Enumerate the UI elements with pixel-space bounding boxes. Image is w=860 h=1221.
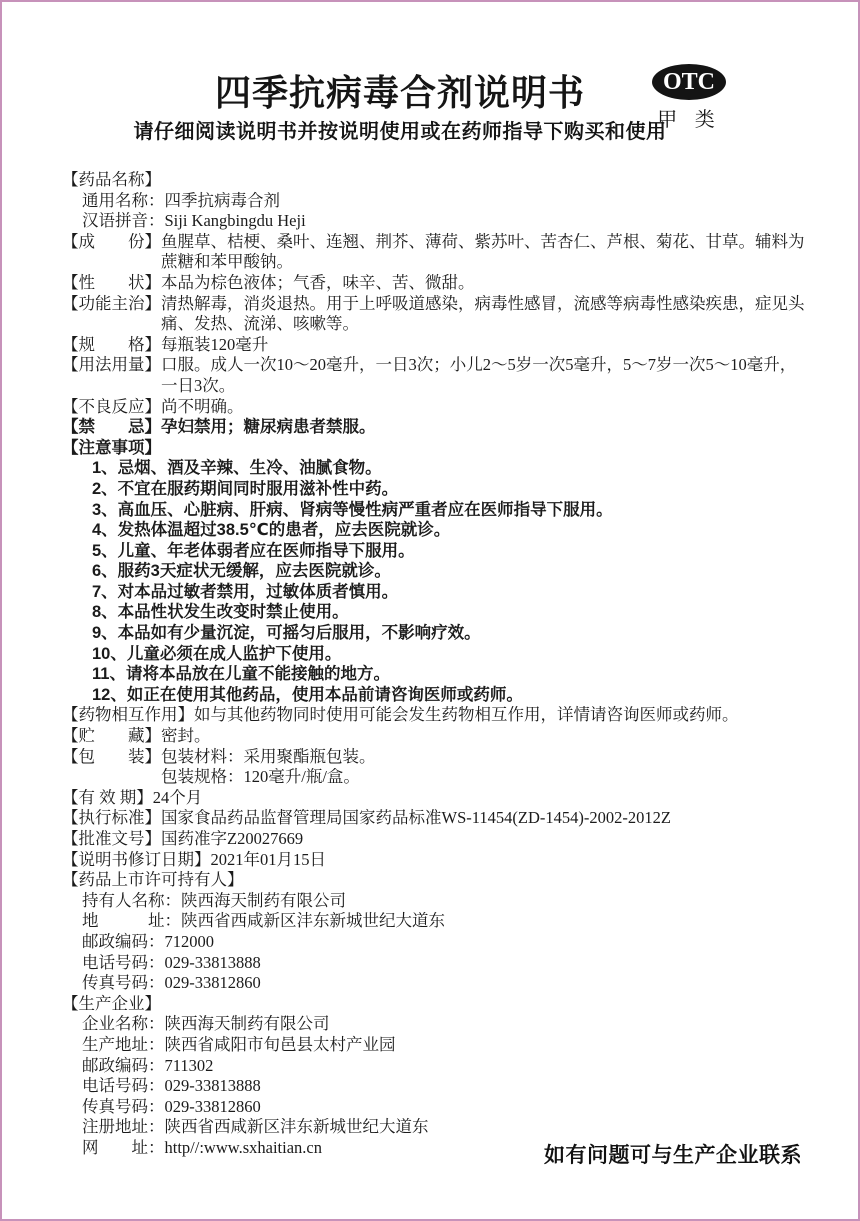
section-row [62, 705, 806, 726]
detail-text: 电话号码：029-33813888 [82, 952, 261, 972]
section-text: 清热解毒，消炎退热。用于上呼吸道感染，病毒性感冒，流感等病毒性感染疾患，症见头痛、发热、流涕、咳嗽等。 [161, 293, 805, 334]
otc-logo-icon [652, 64, 726, 100]
leaflet-header [2, 2, 858, 144]
section-text: 国家食品药品监督管理局国家药品标准WS-11454(ZD-1454)-2002-2012Z [161, 808, 671, 828]
section-text: 3、高血压、心脏病、肝病、肾病等慢性病严重者应在医师指导下服用。 [92, 500, 613, 519]
section-text [161, 438, 806, 459]
otc-category-label: 甲 类 [657, 109, 721, 131]
section-label: 【执行标准】 [62, 808, 161, 828]
section-text: 1、忌烟、酒及辛辣、生冷、油腻食物。 [92, 459, 382, 478]
notice-list-item [62, 602, 806, 623]
section-text: 国药准字Z20027669 [161, 829, 304, 848]
section-row [62, 170, 806, 191]
detail-line [62, 1097, 806, 1118]
detail-text: 企业名称：陕西海天制药有限公司 [82, 1014, 330, 1034]
section-row [62, 417, 806, 438]
detail-line [62, 191, 806, 212]
section-text: 8、本品性状发生改变时禁止使用。 [92, 603, 349, 622]
detail-line [62, 891, 806, 912]
detail-text: 地 址：陕西省西咸新区沣东新城世纪大道东 [82, 911, 445, 931]
section-text [161, 994, 806, 1015]
detail-line [62, 953, 806, 974]
detail-line [62, 973, 806, 994]
detail-text: 传真号码：029-33812860 [82, 1096, 261, 1116]
section-row [62, 808, 806, 829]
section-row [62, 294, 806, 335]
section-text: 2、不宜在服药期间同时服用滋补性中药。 [92, 479, 399, 498]
section-label: 【规 格】 [62, 334, 161, 354]
detail-text: 汉语拼音：Siji Kangbingdu Heji [82, 211, 306, 231]
section-row [62, 747, 806, 788]
section-text: 口服。成人一次10～20毫升，一日3次；小儿2～5岁一次5毫升，5～7岁一次5～10毫升，一日3次。 [161, 355, 797, 395]
notice-list-item [62, 458, 806, 479]
section-row [62, 726, 806, 747]
section-label: 【药品名称】 [62, 170, 161, 189]
section-text: 尚不明确。 [161, 396, 244, 416]
detail-text: 通用名称：四季抗病毒合剂 [82, 190, 280, 210]
section-text: 孕妇禁用；糖尿病患者禁服。 [161, 418, 376, 437]
section-text: 每瓶装120毫升 [161, 334, 269, 354]
notice-list-item [62, 520, 806, 541]
section-text: 12、如正在使用其他药品，使用本品前请咨询医师或药师。 [92, 685, 523, 704]
section-label: 【禁 忌】 [62, 418, 161, 437]
detail-line [62, 1035, 806, 1056]
section-row [62, 438, 806, 459]
otc-badge [646, 64, 732, 132]
detail-line [62, 1056, 806, 1077]
detail-line [62, 932, 806, 953]
section-text [244, 870, 807, 891]
section-text: 5、儿童、年老体弱者应在医师指导下服用。 [92, 541, 415, 560]
section-label: 【注意事项】 [62, 438, 161, 457]
section-label: 【包 装】 [62, 746, 161, 766]
section-text: 10、儿童必须在成人监护下使用。 [92, 644, 342, 663]
section-text: 11、请将本品放在儿童不能接触的地方。 [92, 665, 390, 684]
section-label: 【不良反应】 [62, 396, 161, 416]
detail-line [62, 1076, 806, 1097]
detail-text: 传真号码：029-33812860 [82, 973, 261, 993]
section-row [62, 232, 806, 273]
detail-text: 持有人名称：陕西海天制药有限公司 [82, 890, 346, 910]
section-text: 本品为棕色液体；气香，味辛、苦、微甜。 [161, 272, 475, 292]
section-text: 如与其他药物同时使用可能会发生药物相互作用，详情请咨询医师或药师。 [194, 705, 739, 725]
detail-line [62, 911, 806, 932]
section-row [62, 273, 806, 294]
notice-list-item [62, 644, 806, 665]
section-row [62, 397, 806, 418]
section-label: 【批准文号】 [62, 829, 161, 848]
document-body [2, 170, 858, 1159]
section-label: 【成 份】 [62, 231, 161, 251]
notice-list-item [62, 500, 806, 521]
section-row [62, 788, 806, 809]
detail-text: 生产地址：陕西省咸阳市旬邑县太村产业园 [82, 1034, 396, 1054]
section-label: 【说明书修订日期】 [62, 849, 211, 869]
section-text: 9、本品如有少量沉淀，可摇匀后服用，不影响疗效。 [92, 624, 481, 643]
section-text: 24个月 [152, 787, 203, 807]
detail-line [62, 1117, 806, 1138]
detail-text: 邮政编码：711302 [82, 1055, 214, 1075]
notice-list-item [62, 623, 806, 644]
notice-list-item [62, 685, 806, 706]
detail-line [62, 1014, 806, 1035]
detail-text: 电话号码：029-33813888 [82, 1076, 261, 1096]
notice-list-item [62, 541, 806, 562]
section-text [161, 747, 806, 788]
section-label: 【用法用量】 [62, 355, 161, 375]
detail-text: 邮政编码：712000 [82, 931, 214, 951]
otc-logo-text: OTC [662, 69, 715, 95]
section-row [62, 850, 806, 871]
notice-list-item [62, 664, 806, 685]
section-label: 【生产企业】 [62, 993, 161, 1013]
section-row [62, 829, 806, 850]
section-label: 【功能主治】 [62, 293, 161, 313]
notice-list-item [62, 582, 806, 603]
detail-line [62, 211, 806, 232]
section-text-line: 包装材料：采用聚酯瓶包装。 [161, 746, 376, 766]
section-text-line: 包装规格：120毫升/瓶/盒。 [161, 767, 360, 787]
section-text: 2021年01月15日 [210, 849, 326, 869]
detail-text: 网 址：http//:www.sxhaitian.cn [82, 1137, 322, 1157]
notice-list-item [62, 561, 806, 582]
section-text: 密封。 [161, 726, 211, 746]
detail-text: 注册地址：陕西省西咸新区沣东新城世纪大道东 [82, 1117, 429, 1137]
section-label: 【贮 藏】 [62, 726, 161, 746]
contact-manufacturer-note: 如有问题可与生产企业联系 [544, 1144, 802, 1167]
section-row [62, 355, 806, 396]
section-text: 鱼腥草、桔梗、桑叶、连翘、荆芥、薄荷、紫苏叶、苦杏仁、芦根、菊花、甘草。辅料为蔗糖和苯甲酸钠。 [161, 231, 805, 272]
notice-list-item [62, 479, 806, 500]
section-text: 6、服药3天症状无缓解，应去医院就诊。 [92, 562, 391, 581]
section-text: 4、发热体温超过38.5℃的患者，应去医院就诊。 [92, 521, 451, 540]
section-text [161, 170, 806, 191]
section-text: 7、对本品过敏者禁用，过敏体质者慎用。 [92, 582, 399, 601]
section-label: 【有 效 期】 [62, 787, 153, 807]
section-label: 【性 状】 [62, 272, 161, 292]
page-subtitle: 请仔细阅读说明书并按说明使用或在药师指导下购买和使用 [133, 121, 667, 143]
page-title: 四季抗病毒合剂说明书 [214, 72, 585, 113]
section-row [62, 335, 806, 356]
section-row [62, 870, 806, 891]
section-label: 【药物相互作用】 [62, 705, 194, 725]
section-row [62, 994, 806, 1015]
section-label: 【药品上市许可持有人】 [62, 870, 244, 890]
